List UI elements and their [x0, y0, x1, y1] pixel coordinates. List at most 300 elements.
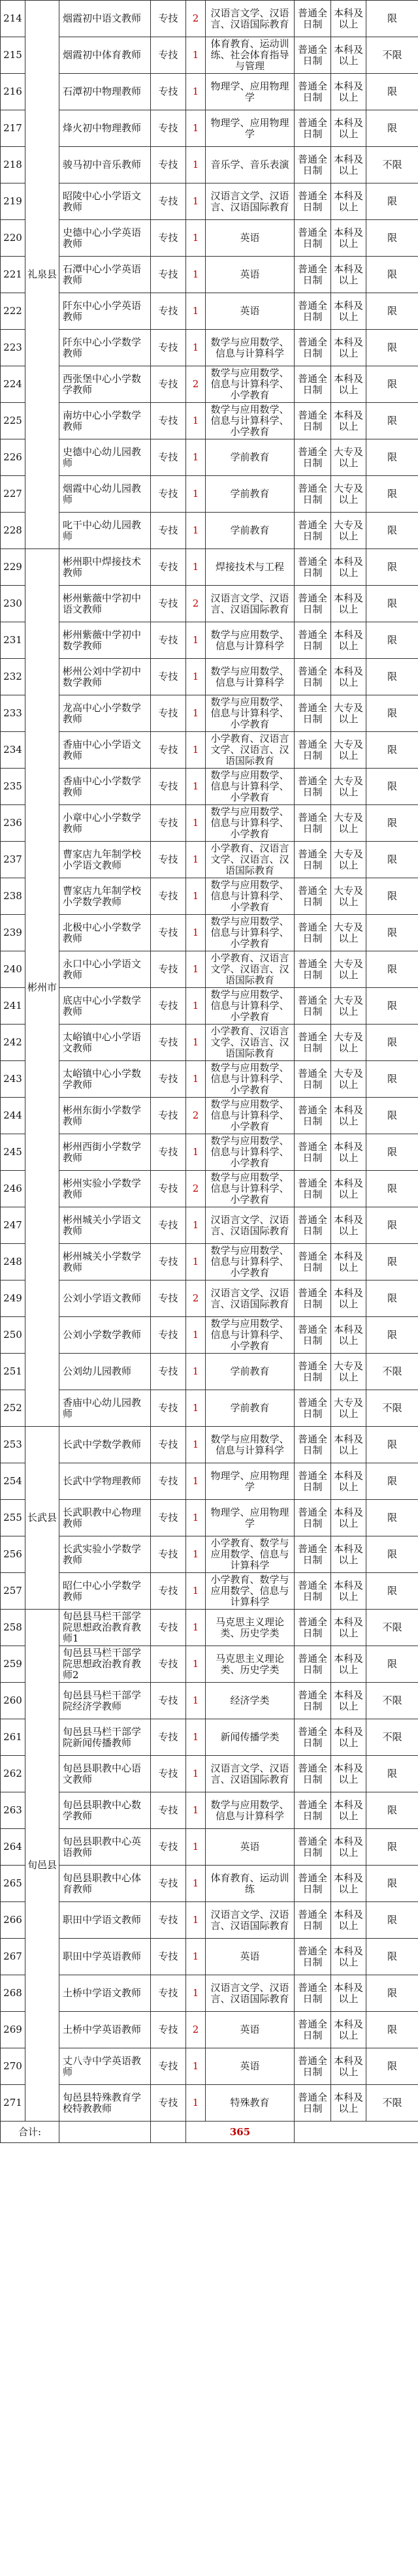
limit-flag: 限 [366, 476, 418, 513]
position-name: 烟霞初中体育教师 [59, 37, 151, 74]
table-row [1, 1354, 418, 1390]
post-type: 专技 [151, 513, 186, 549]
recruit-count: 1 [186, 1207, 206, 1244]
degree-requirement: 本科及以上 [331, 1500, 366, 1536]
major-requirement: 小学教育、数学与应用数学、信息与计算科学 [206, 1536, 295, 1573]
limit-flag: 不限 [366, 147, 418, 183]
post-type: 专技 [151, 732, 186, 769]
row-number: 217 [1, 110, 25, 147]
education-form: 普通全日制 [295, 1354, 331, 1390]
row-number: 265 [1, 1866, 25, 1902]
position-name: 彬州实验小学数学教师 [59, 1171, 151, 1207]
degree-requirement: 本科及以上 [331, 549, 366, 586]
education-form: 普通全日制 [295, 1792, 331, 1829]
position-name: 旬邑县特殊教育学校特教教师 [59, 2085, 151, 2122]
education-form: 普通全日制 [295, 1244, 331, 1280]
education-form: 普通全日制 [295, 1683, 331, 1719]
education-form: 普通全日制 [295, 74, 331, 110]
degree-requirement: 大专及以上 [331, 1390, 366, 1427]
recruit-count: 1 [186, 842, 206, 878]
limit-flag: 限 [366, 1171, 418, 1207]
row-number: 223 [1, 330, 25, 366]
table-row [1, 549, 418, 586]
major-requirement: 数学与应用数学、信息与计算科学、小学教育 [206, 769, 295, 805]
education-form: 普通全日制 [295, 586, 331, 622]
major-requirement: 数学与应用数学、信息与计算科学、小学教育 [206, 1098, 295, 1134]
degree-requirement: 本科及以上 [331, 1683, 366, 1719]
post-type: 专技 [151, 366, 186, 403]
position-name: 旬邑县马栏干部学院经济学教师 [59, 1683, 151, 1719]
post-type: 专技 [151, 1975, 186, 2012]
degree-requirement: 本科及以上 [331, 1902, 366, 1939]
post-type: 专技 [151, 1646, 186, 1683]
row-number: 224 [1, 366, 25, 403]
row-number: 254 [1, 1463, 25, 1500]
degree-requirement: 本科及以上 [331, 74, 366, 110]
position-name: 史德中心幼儿园教师 [59, 439, 151, 476]
position-name: 彬州职中焊接技术教师 [59, 549, 151, 586]
post-type: 专技 [151, 1463, 186, 1500]
limit-flag: 限 [366, 695, 418, 732]
degree-requirement: 本科及以上 [331, 1207, 366, 1244]
limit-flag: 限 [366, 1829, 418, 1866]
row-number: 244 [1, 1098, 25, 1134]
table-row [1, 1829, 418, 1866]
recruit-count: 1 [186, 1536, 206, 1573]
recruit-count: 1 [186, 74, 206, 110]
position-name: 旬邑县职教中心语文教师 [59, 1756, 151, 1792]
limit-flag: 限 [366, 110, 418, 147]
degree-requirement: 大专及以上 [331, 915, 366, 951]
post-type: 专技 [151, 769, 186, 805]
degree-requirement: 本科及以上 [331, 147, 366, 183]
major-requirement: 马克思主义理论类、历史学类 [206, 1646, 295, 1683]
total-row [1, 2122, 418, 2143]
recruit-count: 1 [186, 439, 206, 476]
degree-requirement: 本科及以上 [331, 1098, 366, 1134]
position-name: 烟霞初中语文教师 [59, 1, 151, 37]
post-type: 专技 [151, 1902, 186, 1939]
limit-flag: 不限 [366, 1354, 418, 1390]
degree-requirement: 本科及以上 [331, 1536, 366, 1573]
education-form: 普通全日制 [295, 988, 331, 1025]
table-row [1, 147, 418, 183]
position-name: 职田中学语文教师 [59, 1902, 151, 1939]
row-number: 229 [1, 549, 25, 586]
position-name: 彬州城关小学数学教师 [59, 1244, 151, 1280]
post-type: 专技 [151, 1719, 186, 1756]
education-form: 普通全日制 [295, 1756, 331, 1792]
row-number: 240 [1, 951, 25, 988]
degree-requirement: 本科及以上 [331, 403, 366, 439]
recruit-count: 1 [186, 1719, 206, 1756]
position-name: 旬邑县职教中心英语教师 [59, 1829, 151, 1866]
position-name: 史德中心小学英语教师 [59, 220, 151, 257]
major-requirement: 数学与应用数学、信息与计算科学、小学教育 [206, 915, 295, 951]
limit-flag: 限 [366, 769, 418, 805]
table-row [1, 220, 418, 257]
limit-flag: 限 [366, 1, 418, 37]
post-type: 专技 [151, 988, 186, 1025]
recruit-count: 1 [186, 1610, 206, 1646]
position-name: 烽火初中物理教师 [59, 110, 151, 147]
post-type: 专技 [151, 1390, 186, 1427]
recruit-count: 1 [186, 1427, 206, 1463]
major-requirement: 学前教育 [206, 476, 295, 513]
limit-flag: 限 [366, 878, 418, 915]
row-number: 220 [1, 220, 25, 257]
position-name: 旬邑县马栏干部学院思想政治教育教师1 [59, 1610, 151, 1646]
position-name: 曹家店九年制学校小学数学教师 [59, 878, 151, 915]
degree-requirement: 本科及以上 [331, 330, 366, 366]
row-number: 215 [1, 37, 25, 74]
limit-flag: 限 [366, 74, 418, 110]
post-type: 专技 [151, 1500, 186, 1536]
post-type: 专技 [151, 1317, 186, 1354]
major-requirement: 数学与应用数学、信息与计算科学、小学教育 [206, 805, 295, 842]
degree-requirement: 本科及以上 [331, 1134, 366, 1171]
post-type: 专技 [151, 878, 186, 915]
position-name: 长武中学数学教师 [59, 1427, 151, 1463]
table-row [1, 1427, 418, 1463]
post-type: 专技 [151, 549, 186, 586]
row-number: 222 [1, 293, 25, 330]
recruit-count: 1 [186, 257, 206, 293]
post-type: 专技 [151, 183, 186, 220]
major-requirement: 体育教育、运动训练 [206, 1866, 295, 1902]
table-row [1, 1792, 418, 1829]
limit-flag: 限 [366, 988, 418, 1025]
limit-flag: 限 [366, 951, 418, 988]
table-row [1, 1171, 418, 1207]
recruit-count: 1 [186, 951, 206, 988]
limit-flag: 限 [366, 2012, 418, 2048]
education-form: 普通全日制 [295, 769, 331, 805]
education-form: 普通全日制 [295, 1536, 331, 1573]
position-name: 永口中心小学语文教师 [59, 951, 151, 988]
education-form: 普通全日制 [295, 1280, 331, 1317]
education-form: 普通全日制 [295, 1317, 331, 1354]
degree-requirement: 本科及以上 [331, 37, 366, 74]
degree-requirement: 本科及以上 [331, 366, 366, 403]
education-form: 普通全日制 [295, 1646, 331, 1683]
table-row [1, 1902, 418, 1939]
row-number: 262 [1, 1756, 25, 1792]
degree-requirement: 本科及以上 [331, 1280, 366, 1317]
position-name: 昭陵中心小学语文教师 [59, 183, 151, 220]
post-type: 专技 [151, 110, 186, 147]
degree-requirement: 本科及以上 [331, 1719, 366, 1756]
table-row [1, 257, 418, 293]
limit-flag: 限 [366, 183, 418, 220]
degree-requirement: 本科及以上 [331, 1463, 366, 1500]
major-requirement: 特殊教育 [206, 2085, 295, 2122]
table-body [1, 1, 418, 2143]
education-form: 普通全日制 [295, 37, 331, 74]
position-name: 北极中心小学数学教师 [59, 915, 151, 951]
education-form: 普通全日制 [295, 1500, 331, 1536]
row-number: 259 [1, 1646, 25, 1683]
post-type: 专技 [151, 2048, 186, 2085]
position-name: 曹家店九年制学校小学语文教师 [59, 842, 151, 878]
major-requirement: 体育教育、运动训练、社会体育指导与管理 [206, 37, 295, 74]
table-row [1, 513, 418, 549]
table-row [1, 1, 418, 37]
education-form: 普通全日制 [295, 366, 331, 403]
degree-requirement: 本科及以上 [331, 183, 366, 220]
recruit-count: 1 [186, 403, 206, 439]
limit-flag: 限 [366, 1573, 418, 1610]
position-name: 太峪镇中心小学语文教师 [59, 1025, 151, 1061]
table-row [1, 1061, 418, 1098]
position-name: 丈八寺中学英语教师 [59, 2048, 151, 2085]
major-requirement: 汉语言文学、汉语言、汉语国际教育 [206, 1280, 295, 1317]
education-form: 普通全日制 [295, 1939, 331, 1975]
position-name: 石潭中心小学英语教师 [59, 257, 151, 293]
table-row [1, 1683, 418, 1719]
post-type: 专技 [151, 2085, 186, 2122]
position-name: 公刘幼儿园教师 [59, 1354, 151, 1390]
row-number: 237 [1, 842, 25, 878]
education-form: 普通全日制 [295, 1463, 331, 1500]
recruit-count: 1 [186, 1939, 206, 1975]
limit-flag: 限 [366, 1427, 418, 1463]
limit-flag: 限 [366, 1500, 418, 1536]
position-name: 南坊中心小学数学教师 [59, 403, 151, 439]
education-form: 普通全日制 [295, 1390, 331, 1427]
recruit-count: 1 [186, 1061, 206, 1098]
table-row [1, 1646, 418, 1683]
education-form: 普通全日制 [295, 2048, 331, 2085]
position-name: 昭仁中心小学数学教师 [59, 1573, 151, 1610]
row-number: 216 [1, 74, 25, 110]
education-form: 普通全日制 [295, 915, 331, 951]
row-number: 264 [1, 1829, 25, 1866]
post-type: 专技 [151, 1573, 186, 1610]
degree-requirement: 大专及以上 [331, 513, 366, 549]
post-type: 专技 [151, 1756, 186, 1792]
post-type: 专技 [151, 659, 186, 695]
table-row [1, 366, 418, 403]
major-requirement: 数学与应用数学、信息与计算科学 [206, 330, 295, 366]
recruit-count: 1 [186, 1573, 206, 1610]
row-number: 255 [1, 1500, 25, 1536]
row-number: 248 [1, 1244, 25, 1280]
limit-flag: 不限 [366, 2085, 418, 2122]
education-form: 普通全日制 [295, 183, 331, 220]
major-requirement: 物理学、应用物理学 [206, 110, 295, 147]
row-number: 256 [1, 1536, 25, 1573]
degree-requirement: 本科及以上 [331, 1573, 366, 1610]
degree-requirement: 本科及以上 [331, 2048, 366, 2085]
position-name: 旬邑县马栏干部学院思想政治教育教师2 [59, 1646, 151, 1683]
education-form: 普通全日制 [295, 293, 331, 330]
recruit-count: 1 [186, 805, 206, 842]
row-number: 226 [1, 439, 25, 476]
total-label: 合计: [1, 2122, 59, 2143]
recruit-count: 1 [186, 1134, 206, 1171]
row-number: 247 [1, 1207, 25, 1244]
table-row [1, 2048, 418, 2085]
recruit-count: 1 [186, 1244, 206, 1280]
post-type: 专技 [151, 74, 186, 110]
education-form: 普通全日制 [295, 622, 331, 659]
major-requirement: 小学教育、汉语言文学、汉语言、汉语国际教育 [206, 1025, 295, 1061]
position-name: 公刘小学数学教师 [59, 1317, 151, 1354]
major-requirement: 数学与应用数学、信息与计算科学、小学教育 [206, 1061, 295, 1098]
degree-requirement: 本科及以上 [331, 1317, 366, 1354]
row-number: 236 [1, 805, 25, 842]
recruit-count: 1 [186, 1025, 206, 1061]
post-type: 专技 [151, 439, 186, 476]
major-requirement: 小学教育、汉语言文学、汉语言、汉语国际教育 [206, 842, 295, 878]
post-type: 专技 [151, 1683, 186, 1719]
table-row [1, 695, 418, 732]
row-number: 252 [1, 1390, 25, 1427]
post-type: 专技 [151, 1025, 186, 1061]
row-number: 253 [1, 1427, 25, 1463]
degree-requirement: 本科及以上 [331, 622, 366, 659]
post-type: 专技 [151, 1792, 186, 1829]
row-number: 250 [1, 1317, 25, 1354]
limit-flag: 限 [366, 439, 418, 476]
degree-requirement: 大专及以上 [331, 1061, 366, 1098]
major-requirement: 数学与应用数学、信息与计算科学、小学教育 [206, 988, 295, 1025]
position-name: 烟霞中心幼儿园教师 [59, 476, 151, 513]
education-form: 普通全日制 [295, 147, 331, 183]
row-number: 233 [1, 695, 25, 732]
recruit-count: 1 [186, 1756, 206, 1792]
education-form: 普通全日制 [295, 1134, 331, 1171]
post-type: 专技 [151, 1171, 186, 1207]
position-name: 阡东中心小学英语教师 [59, 293, 151, 330]
education-form: 普通全日制 [295, 695, 331, 732]
education-form: 普通全日制 [295, 2085, 331, 2122]
table-row [1, 769, 418, 805]
post-type: 专技 [151, 147, 186, 183]
position-name: 彬州紫薇中学初中数学教师 [59, 622, 151, 659]
limit-flag: 限 [366, 659, 418, 695]
limit-flag: 限 [366, 330, 418, 366]
major-requirement: 学前教育 [206, 439, 295, 476]
degree-requirement: 本科及以上 [331, 659, 366, 695]
position-name: 旬邑县马栏干部学院新闻传播教师 [59, 1719, 151, 1756]
limit-flag: 不限 [366, 37, 418, 74]
major-requirement: 物理学、应用物理学 [206, 1500, 295, 1536]
post-type: 专技 [151, 37, 186, 74]
education-form: 普通全日制 [295, 1061, 331, 1098]
degree-requirement: 本科及以上 [331, 1792, 366, 1829]
position-name: 土桥中学语文教师 [59, 1975, 151, 2012]
major-requirement: 马克思主义理论类、历史学类 [206, 1610, 295, 1646]
position-name: 旬邑县职教中心体育教师 [59, 1866, 151, 1902]
degree-requirement: 本科及以上 [331, 1427, 366, 1463]
row-number: 221 [1, 257, 25, 293]
total-blank-3 [295, 2122, 418, 2143]
post-type: 专技 [151, 1427, 186, 1463]
table-row [1, 1756, 418, 1792]
recruit-count: 2 [186, 1280, 206, 1317]
limit-flag: 限 [366, 1756, 418, 1792]
table-row [1, 1390, 418, 1427]
degree-requirement: 大专及以上 [331, 988, 366, 1025]
table-row [1, 293, 418, 330]
table-row [1, 1463, 418, 1500]
degree-requirement: 大专及以上 [331, 805, 366, 842]
recruit-count: 1 [186, 2048, 206, 2085]
position-name: 彬州西街小学数学教师 [59, 1134, 151, 1171]
limit-flag: 限 [366, 1098, 418, 1134]
degree-requirement: 大专及以上 [331, 695, 366, 732]
major-requirement: 学前教育 [206, 513, 295, 549]
recruit-count: 1 [186, 330, 206, 366]
post-type: 专技 [151, 476, 186, 513]
limit-flag: 限 [366, 293, 418, 330]
degree-requirement: 大专及以上 [331, 476, 366, 513]
position-name: 长武中学物理教师 [59, 1463, 151, 1500]
row-number: 230 [1, 586, 25, 622]
post-type: 专技 [151, 1829, 186, 1866]
table-row [1, 1866, 418, 1902]
table-row [1, 2012, 418, 2048]
post-type: 专技 [151, 915, 186, 951]
region-cell: 礼泉县 [25, 1, 59, 549]
row-number: 261 [1, 1719, 25, 1756]
table-row [1, 74, 418, 110]
major-requirement: 汉语言文学、汉语言、汉语国际教育 [206, 183, 295, 220]
total-blank-1 [59, 2122, 151, 2143]
row-number: 218 [1, 147, 25, 183]
education-form: 普通全日制 [295, 330, 331, 366]
education-form: 普通全日制 [295, 110, 331, 147]
position-name: 石潭初中物理教师 [59, 74, 151, 110]
degree-requirement: 大专及以上 [331, 1354, 366, 1390]
major-requirement: 物理学、应用物理学 [206, 1463, 295, 1500]
table-row [1, 805, 418, 842]
row-number: 239 [1, 915, 25, 951]
degree-requirement: 大专及以上 [331, 769, 366, 805]
post-type: 专技 [151, 1134, 186, 1171]
limit-flag: 限 [366, 622, 418, 659]
row-number: 234 [1, 732, 25, 769]
post-type: 专技 [151, 805, 186, 842]
table-row [1, 1573, 418, 1610]
row-number: 231 [1, 622, 25, 659]
row-number: 219 [1, 183, 25, 220]
degree-requirement: 本科及以上 [331, 1646, 366, 1683]
table-row [1, 1719, 418, 1756]
education-form: 普通全日制 [295, 1719, 331, 1756]
major-requirement: 数学与应用数学、信息与计算科学、小学教育 [206, 1134, 295, 1171]
limit-flag: 限 [366, 513, 418, 549]
degree-requirement: 本科及以上 [331, 1756, 366, 1792]
position-name: 香庙中心幼儿园教师 [59, 1390, 151, 1427]
limit-flag: 限 [366, 1317, 418, 1354]
row-number: 263 [1, 1792, 25, 1829]
major-requirement: 英语 [206, 220, 295, 257]
limit-flag: 限 [366, 1536, 418, 1573]
post-type: 专技 [151, 1061, 186, 1098]
recruit-count: 1 [186, 37, 206, 74]
table-row [1, 659, 418, 695]
major-requirement: 数学与应用数学、信息与计算科学、小学教育 [206, 1171, 295, 1207]
major-requirement: 英语 [206, 2048, 295, 2085]
education-form: 普通全日制 [295, 1975, 331, 2012]
post-type: 专技 [151, 257, 186, 293]
recruit-count: 1 [186, 1975, 206, 2012]
position-name: 旬邑县职教中心数学教师 [59, 1792, 151, 1829]
degree-requirement: 本科及以上 [331, 1, 366, 37]
